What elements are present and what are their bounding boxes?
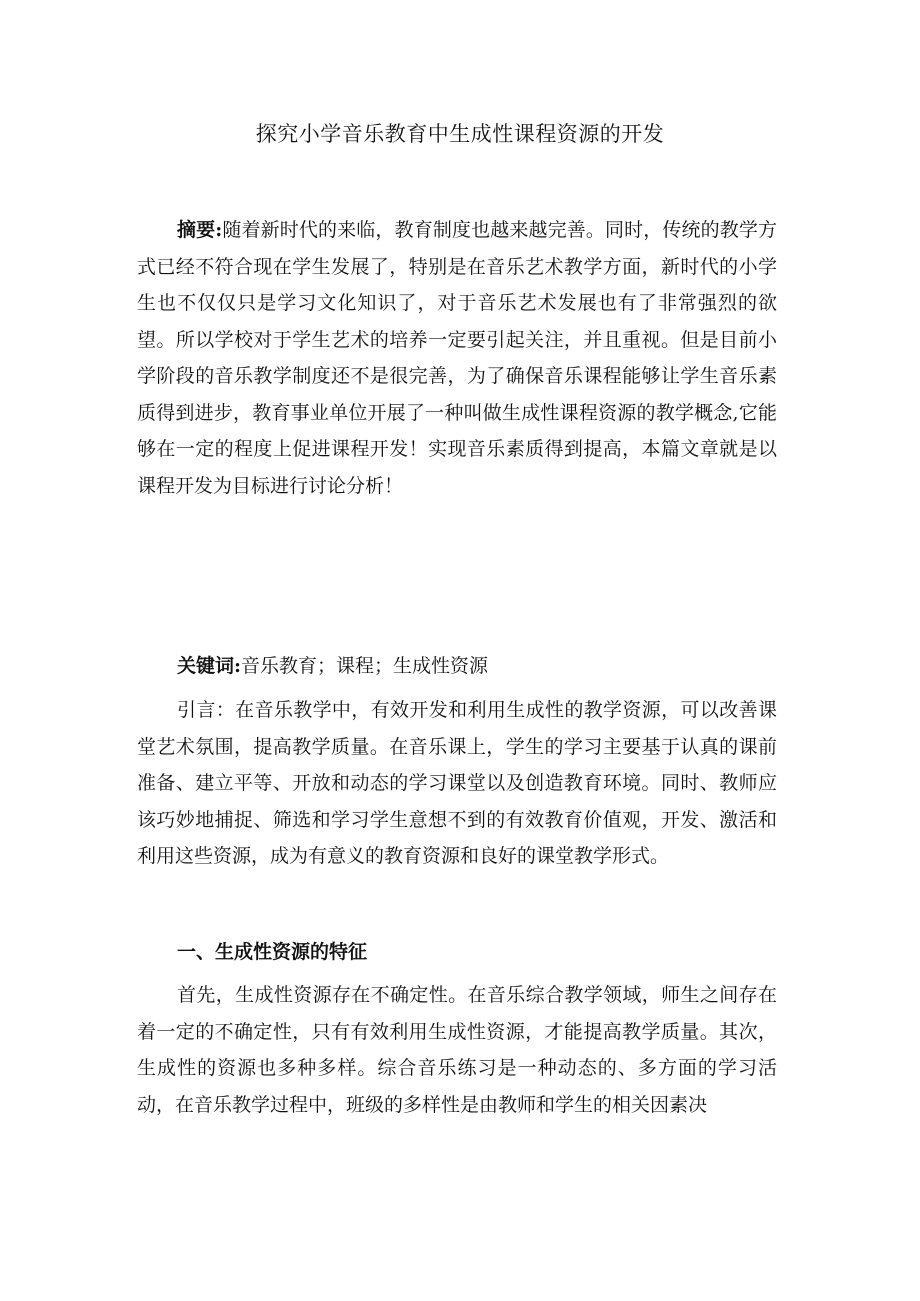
- keywords-text: 音乐教育；课程；生成性资源: [241, 655, 489, 677]
- keywords-line: [137, 648, 777, 685]
- abstract-label: 摘要:: [177, 219, 223, 241]
- section-heading: 一、生成性资源的特征: [177, 941, 368, 963]
- introduction-paragraph: 引言：在音乐教学中，有效开发和利用生成性的教学资源，可以改善课堂艺术氛围，提高教学质量。在音乐课上，学生的学习主要基于认真的课前准备、建立平等、开放和动态的学习课堂以及创造教育环境。同时、教师应该巧妙地捕捉、筛选和学习学生意想不到的有效教育价值观，开发、激活和利用这些资源，成为有意义的教育资源和良好的课堂教学形式。: [137, 699, 777, 867]
- keywords-label: 关键词:: [177, 655, 242, 677]
- abstract-text: 随着新时代的来临，教育制度也越来越完善。同时，传统的教学方式已经不符合现在学生发展了，特别是在音乐艺术教学方面，新时代的小学生也不仅仅只是学习文化知识了，对于音乐艺术发展也有了非常强烈的欲望。所以学校对于学生艺术的培养一定要引起关注，并且重视。但是目前小学阶段的音乐教学制度还不是很完善，为了确保音乐课程能够让学生音乐素质得到进步，教育事业单位开展了一种叫做生成性课程资源的教学概念,它能够在一定的程度上促进课程开发！实现音乐素质得到提高，本篇文章就是以课程开发为目标进行讨论分析！: [137, 219, 777, 497]
- page-title: 探究小学音乐教育中生成性课程资源的开发: [255, 122, 665, 146]
- section-paragraph: 首先，生成性资源存在不确定性。在音乐综合教学领域，师生之间存在着一定的不确定性，只有有效利用生成性资源，才能提高教学质量。其次，生成性的资源也多种多样。综合音乐练习是一种动态的、多方面的学习活动，在音乐教学过程中，班级的多样性是由教师和学生的相关因素决: [137, 984, 777, 1116]
- abstract-paragraph: [137, 212, 777, 504]
